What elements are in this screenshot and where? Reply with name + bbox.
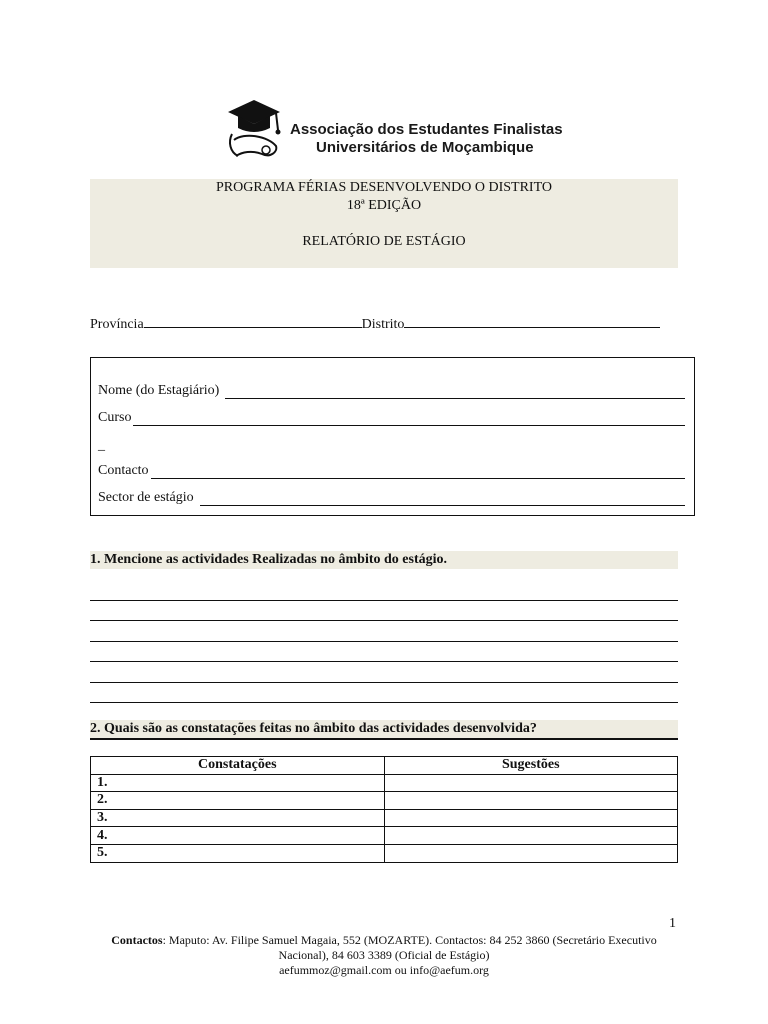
table-row [91, 792, 678, 810]
association-logo [222, 94, 563, 164]
row-number[interactable]: 4. [91, 827, 385, 845]
contact-label: Contacto [98, 463, 149, 478]
suggestion-cell[interactable] [384, 844, 678, 862]
table-row [91, 774, 678, 792]
province-label: Província [90, 317, 144, 332]
edition-label: 18ª EDIÇÃO [346, 198, 422, 213]
answer-line[interactable] [90, 702, 678, 703]
suggestion-cell[interactable] [384, 774, 678, 792]
suggestion-cell[interactable] [384, 827, 678, 845]
location-line [90, 313, 660, 333]
stray-underscore: _ [98, 438, 105, 453]
program-title: PROGRAMA FÉRIAS DESENVOLVENDO O DISTRITO [215, 180, 553, 195]
course-label: Curso [98, 410, 132, 425]
contacts-text: : Maputo: Av. Filipe Samuel Magaia, 552 (MOZARTE). Contactos: 84 252 3860 (Secretário Executivo Nacional), 84 603 3389 (Oficial de Estágio) [162, 933, 657, 962]
answer-line[interactable] [90, 682, 678, 683]
answer-line[interactable] [90, 600, 678, 601]
sector-label: Sector de estágio [98, 490, 194, 505]
footer-emails: aefummoz@gmail.com ou info@aefum.org [279, 963, 489, 977]
logo-line-1: Associação dos Estudantes Finalistas [290, 121, 563, 138]
name-label: Nome (do Estagiário) [98, 383, 220, 398]
province-field[interactable] [144, 313, 362, 328]
course-row [98, 410, 685, 426]
column-header-suggestions: Sugestões [384, 757, 678, 775]
findings-table [90, 756, 678, 863]
contact-row [98, 463, 685, 479]
table-row [91, 827, 678, 845]
suggestion-cell[interactable] [384, 809, 678, 827]
contact-field[interactable] [151, 466, 685, 479]
column-header-findings: Constatações [91, 757, 385, 775]
program-header [90, 179, 678, 268]
footer-address [90, 933, 678, 963]
table-row [91, 844, 678, 862]
row-number[interactable]: 2. [91, 792, 385, 810]
name-row [98, 383, 685, 399]
suggestion-cell[interactable] [384, 792, 678, 810]
answer-line[interactable] [90, 661, 678, 662]
row-number[interactable]: 3. [91, 809, 385, 827]
report-title: RELATÓRIO DE ESTÁGIO [302, 234, 466, 249]
footer-contacts [90, 933, 678, 978]
graduation-cap-diploma-icon [224, 96, 288, 162]
row-number[interactable]: 5. [91, 844, 385, 862]
district-label: Distrito [361, 317, 405, 332]
section-1-heading: 1. Mencione as actividades Realizadas no âmbito do estágio. [90, 551, 678, 569]
table-row [91, 809, 678, 827]
page-number: 1 [669, 916, 676, 931]
section-2-heading: 2. Quais são as constatações feitas no âmbito das actividades desenvolvida? [90, 720, 678, 740]
intern-info-box [90, 357, 695, 516]
district-field[interactable] [404, 313, 660, 328]
course-field[interactable] [133, 413, 685, 426]
logo-line-2: Universitários de Moçambique [316, 139, 534, 156]
name-field[interactable] [225, 386, 685, 399]
sector-field[interactable] [200, 493, 685, 506]
sector-row [98, 490, 685, 506]
table-header-row [91, 757, 678, 775]
answer-line[interactable] [90, 620, 678, 621]
row-number[interactable]: 1. [91, 774, 385, 792]
answer-line[interactable] [90, 641, 678, 642]
contacts-label: Contactos [111, 933, 163, 947]
